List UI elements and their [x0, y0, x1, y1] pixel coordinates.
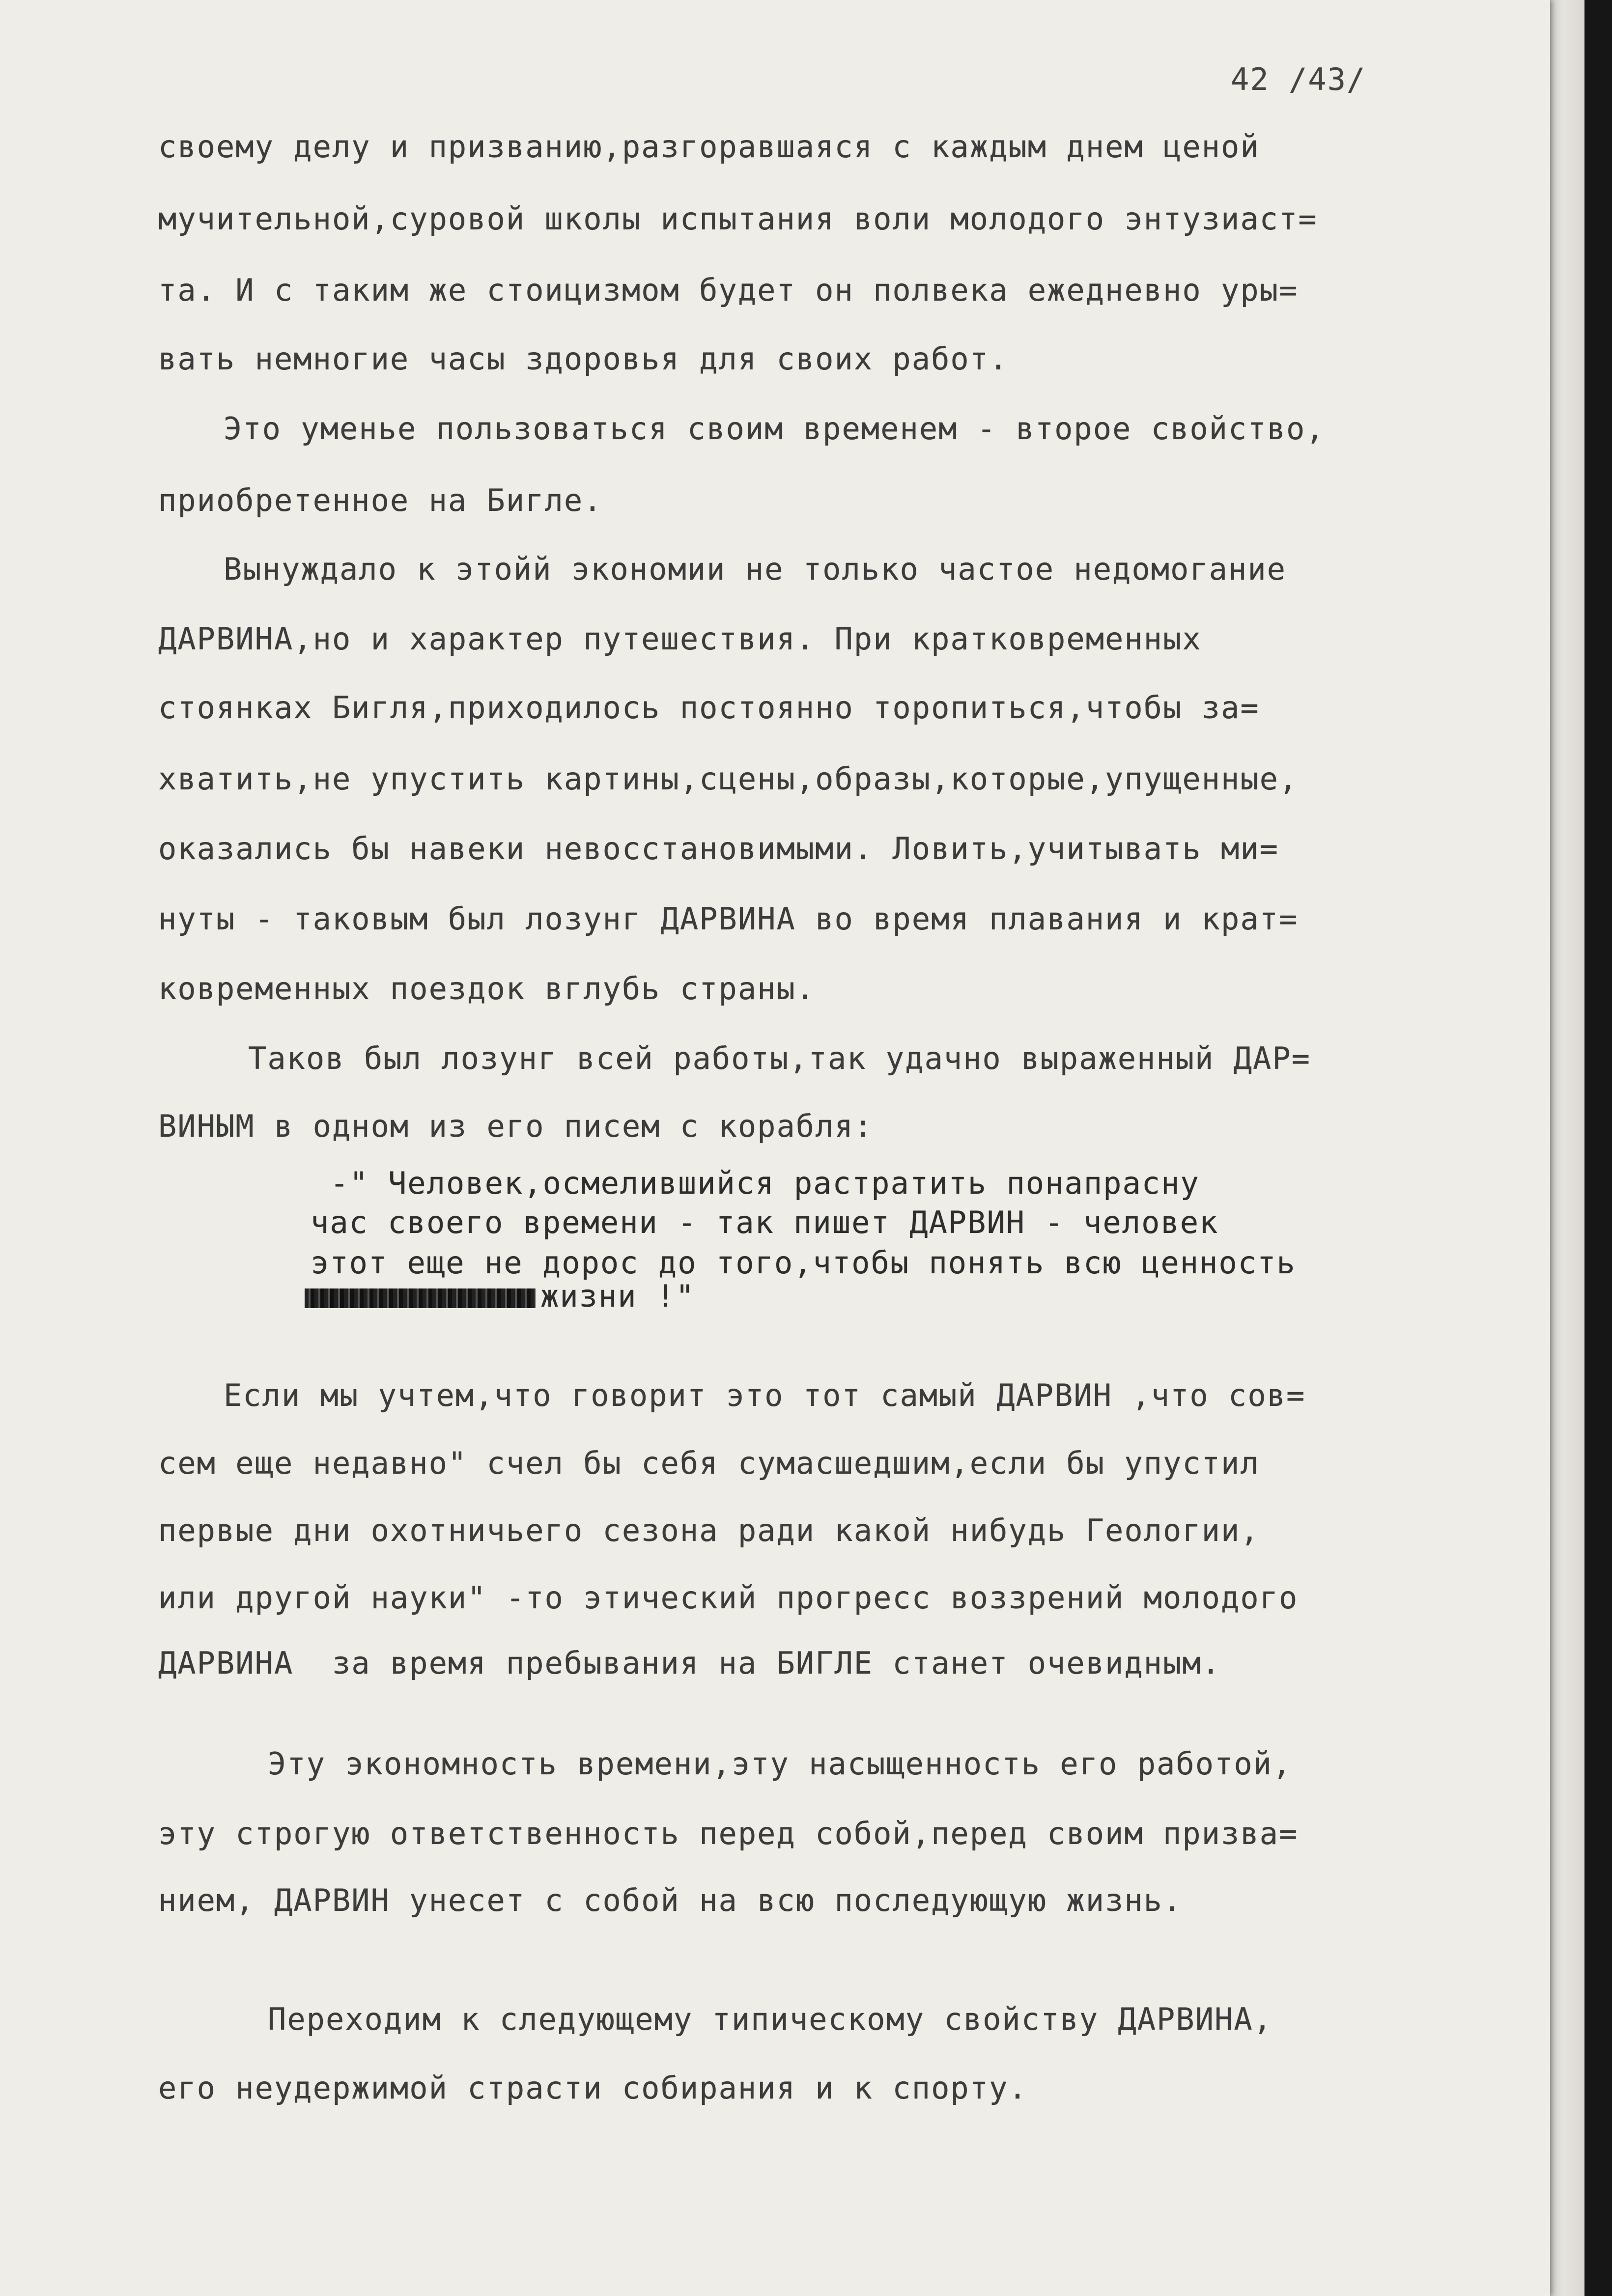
text-line: та. И с таким же стоицизмом будет он полвека ежедневно уры= [158, 272, 1299, 308]
text-line: Если мы учтем,что говорит это тот самый ДАРВИН ,что сов= [224, 1377, 1306, 1413]
text-line: ДАРВИНА,но и характер путешествия. При кратковременных [158, 621, 1202, 657]
quote-line: час своего времени - так пишет ДАРВИН - человек [311, 1204, 1219, 1240]
text-line: мучительной,суровой школы испытания воли молодого энтузиаст= [158, 201, 1318, 237]
text-line: сем еще недавно" счел бы себя сумасшедшим,если бы упустил [158, 1445, 1260, 1481]
text-line: его неудержимой страсти собирания и к спорту. [158, 2070, 1028, 2106]
page-number: 42 /43/ [1231, 61, 1366, 97]
text-line: эту строгую ответственность перед собой,перед своим призва= [158, 1816, 1299, 1851]
text-line: нуты - таковым был лозунг ДАРВИНА во время плавания и крат= [158, 901, 1299, 937]
text-line: Переходим к следующему типическому свойству ДАРВИНА, [268, 2001, 1273, 2037]
text-line: нием, ДАРВИН унесет с собой на всю последующую жизнь. [158, 1882, 1183, 1918]
text-line: ковременных поездок вглубь страны. [158, 971, 816, 1007]
text-line: оказались бы навеки невосстановимыми. Ловить,учитывать ми= [158, 831, 1279, 867]
quote-line: -" Человек,осмелившийся растратить понапрасну [330, 1165, 1200, 1201]
sheet-edge [1550, 0, 1584, 2296]
text-line: или другой науки" -то этический прогресс воззрений молодого [158, 1580, 1299, 1616]
text-line: своему делу и призванию,разгоравшаяся с каждым днем ценой [158, 129, 1260, 165]
struck-out-word [305, 1288, 536, 1308]
text-line: хватить,не упустить картины,сцены,образы,которые,упущенные, [158, 761, 1299, 797]
quote-line-text: жизни !" [540, 1278, 695, 1314]
text-line: ДАРВИНА за время пребывания на БИГЛЕ станет очевидным. [158, 1645, 1221, 1681]
text-line: Таков был лозунг всей работы,так удачно выраженный ДАР= [248, 1040, 1311, 1076]
quote-line: этот еще не дорос до того,чтобы понять всю ценность [311, 1245, 1296, 1281]
text-line: Вынуждало к этойй экономии не только частое недомогание [224, 551, 1286, 587]
text-line: вать немногие часы здоровья для своих работ. [158, 341, 1009, 377]
text-line: первые дни охотничьего сезона ради какой нибудь Геологии, [158, 1512, 1260, 1548]
quote-line [305, 1278, 695, 1314]
text-line: ВИНЫМ в одном из его писем с корабля: [158, 1108, 874, 1144]
text-line: стоянках Бигля,приходилось постоянно торопиться,чтобы за= [158, 690, 1260, 726]
text-line: Эту экономность времени,эту насыщенность его работой, [268, 1746, 1292, 1782]
text-line: приобретенное на Бигле. [158, 482, 603, 518]
text-line: Это уменье пользоваться своим временем - второе свойство, [224, 411, 1325, 447]
